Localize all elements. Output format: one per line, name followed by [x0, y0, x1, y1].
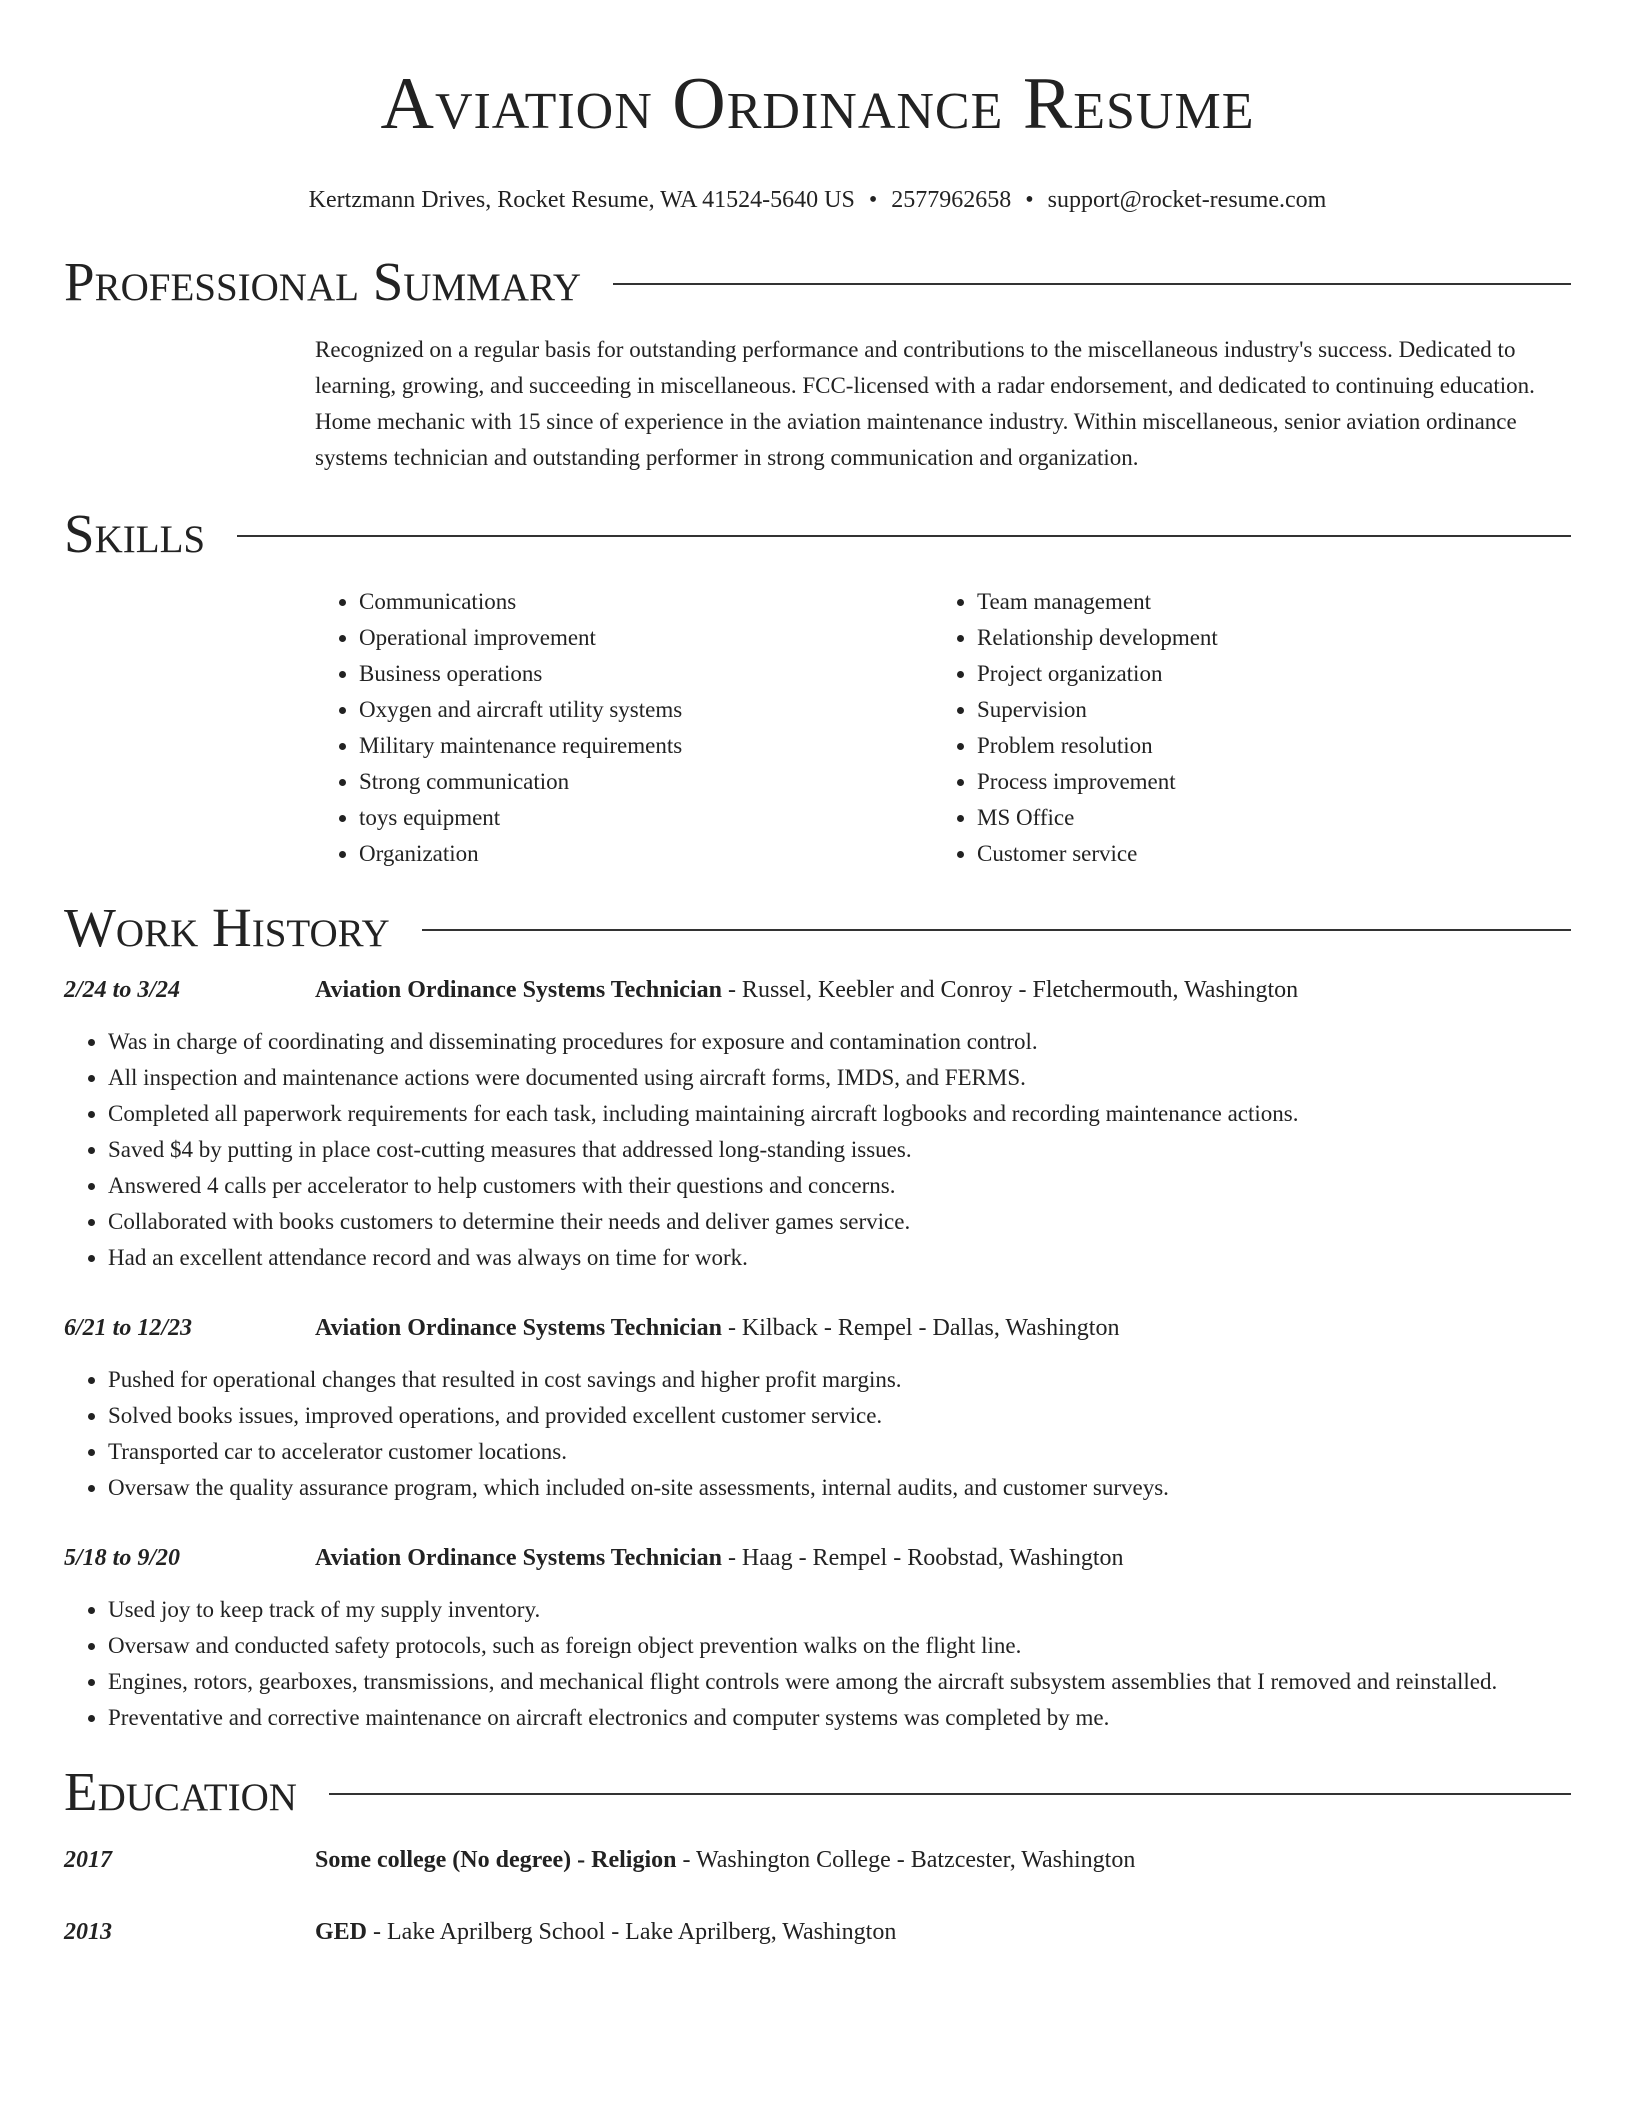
job-dates: 6/21 to 12/23	[64, 1315, 193, 1341]
contact-line	[64, 184, 1571, 216]
skill-item: • Strong communication	[359, 764, 933, 800]
job-role: Aviation Ordinance Systems Technician	[315, 1315, 722, 1341]
section-divider	[422, 929, 1571, 931]
job-bullets	[64, 1024, 1571, 1276]
work-section-title: Work History	[64, 897, 390, 958]
skill-item: • Supervision	[977, 692, 1551, 728]
skill-item: • Communications	[359, 584, 933, 620]
education-entry	[64, 1842, 1571, 1878]
job-bullet: • Collaborated with books customers to determine their needs and deliver games service.	[108, 1204, 1571, 1240]
job-employer: - Russel, Keebler and Conroy - Fletchermouth, Washington	[721, 977, 1299, 1003]
skill-item: • Team management	[977, 584, 1551, 620]
job-bullet: • Pushed for operational changes that resulted in cost savings and higher profit margins.	[108, 1362, 1571, 1398]
skill-item: • Business operations	[359, 656, 933, 692]
skill-item: • MS Office	[977, 800, 1551, 836]
job-role: Aviation Ordinance Systems Technician	[315, 977, 722, 1003]
job-bullet: • Completed all paperwork requirements for each task, including maintaining aircraft logbooks and recording maintenance actions.	[108, 1096, 1571, 1132]
job-bullet: • Used joy to keep track of my supply inventory.	[108, 1592, 1571, 1628]
contact-email: support@rocket-resume.com	[1047, 187, 1327, 213]
job-header	[64, 1310, 1571, 1346]
work-section-header	[64, 898, 1571, 958]
skills-column-left	[315, 584, 933, 872]
job-dates: 2/24 to 3/24	[64, 977, 181, 1003]
education-degree: Some college (No degree) - Religion	[315, 1847, 677, 1873]
job-header	[64, 972, 1571, 1008]
job-role: Aviation Ordinance Systems Technician	[315, 1545, 722, 1571]
skill-item: • Customer service	[977, 836, 1551, 872]
contact-separator: •	[1025, 187, 1034, 213]
skill-item: • Organization	[359, 836, 933, 872]
skill-item: • Problem resolution	[977, 728, 1551, 764]
education-degree: GED	[315, 1919, 368, 1945]
skills-section-header	[64, 504, 1571, 564]
contact-address: Kertzmann Drives, Rocket Resume, WA 41524-5640 US	[308, 187, 855, 213]
job-employer: - Kilback - Rempel - Dallas, Washington	[721, 1315, 1120, 1341]
job-dates: 5/18 to 9/20	[64, 1545, 181, 1571]
section-divider	[237, 535, 1571, 537]
skills-section-title: Skills	[64, 503, 206, 564]
contact-separator: •	[868, 187, 878, 213]
resume-page	[64, 58, 1571, 1950]
job-bullets	[64, 1362, 1571, 1506]
section-divider	[329, 1793, 1571, 1795]
job-bullet: • Was in charge of coordinating and disseminating procedures for exposure and contamination control.	[108, 1024, 1571, 1060]
job-bullet: • Oversaw and conducted safety protocols, such as foreign object prevention walks on the flight line.	[108, 1628, 1571, 1664]
job-bullet: • Answered 4 calls per accelerator to help customers with their questions and concerns.	[108, 1168, 1571, 1204]
education-school: - Lake Aprilberg School - Lake Aprilberg, Washington	[367, 1919, 897, 1945]
skill-item: • toys equipment	[359, 800, 933, 836]
job-employer: - Haag - Rempel - Roobstad, Washington	[721, 1545, 1124, 1571]
job-bullet: • Engines, rotors, gearboxes, transmissions, and mechanical flight controls were among the aircraft subsystem assemblies that I removed and reinstalled.	[108, 1664, 1571, 1700]
job-header	[64, 1540, 1571, 1576]
skills-column-right	[933, 584, 1551, 872]
education-year: 2017	[64, 1847, 112, 1873]
education-school: - Washington College - Batzcester, Washington	[676, 1847, 1136, 1873]
job-entry	[64, 1540, 1571, 1736]
education-section-title: Education	[64, 1761, 297, 1822]
job-bullet: • Saved $4 by putting in place cost-cutting measures that addressed long-standing issues.	[108, 1132, 1571, 1168]
job-bullet: • Had an excellent attendance record and was always on time for work.	[108, 1240, 1571, 1276]
job-bullets	[64, 1592, 1571, 1736]
job-bullet: • Solved books issues, improved operations, and provided excellent customer service.	[108, 1398, 1571, 1434]
skill-item: • Process improvement	[977, 764, 1551, 800]
summary-text: Recognized on a regular basis for outstanding performance and contributions to the miscellaneous industry's success. Dedicated to learning, growing, and succeeding in miscellaneous. FCC-licensed with a radar endorsement, and dedicated to continuing education. Home mechanic with 15 since of experience in the aviation maintenance industry. Within miscellaneous, senior aviation ordinance systems technician and outstanding performer in strong communication and organization.	[315, 337, 1535, 470]
job-bullet: • Oversaw the quality assurance program, which included on-site assessments, internal audits, and customer surveys.	[108, 1470, 1571, 1506]
skill-item: • Relationship development	[977, 620, 1551, 656]
skill-item: • Operational improvement	[359, 620, 933, 656]
education-entry	[64, 1914, 1571, 1950]
skill-item: • Oxygen and aircraft utility systems	[359, 692, 933, 728]
job-bullet: • Preventative and corrective maintenance on aircraft electronics and computer systems was completed by me.	[108, 1700, 1571, 1736]
section-divider	[613, 283, 1571, 285]
resume-title: Aviation Ordinance Resume	[380, 63, 1255, 145]
summary-section-header	[64, 252, 1571, 312]
job-entry	[64, 1310, 1571, 1506]
job-bullet: • Transported car to accelerator customer locations.	[108, 1434, 1571, 1470]
contact-phone: 2577962658	[891, 187, 1012, 213]
job-bullet: • All inspection and maintenance actions were documented using aircraft forms, IMDS, and FERMS.	[108, 1060, 1571, 1096]
job-entry	[64, 972, 1571, 1276]
education-year: 2013	[64, 1919, 112, 1945]
summary-section-title: Professional Summary	[64, 251, 582, 312]
education-section-header	[64, 1762, 1571, 1822]
skill-item: • Project organization	[977, 656, 1551, 692]
skills-list	[315, 584, 1571, 872]
skill-item: • Military maintenance requirements	[359, 728, 933, 764]
